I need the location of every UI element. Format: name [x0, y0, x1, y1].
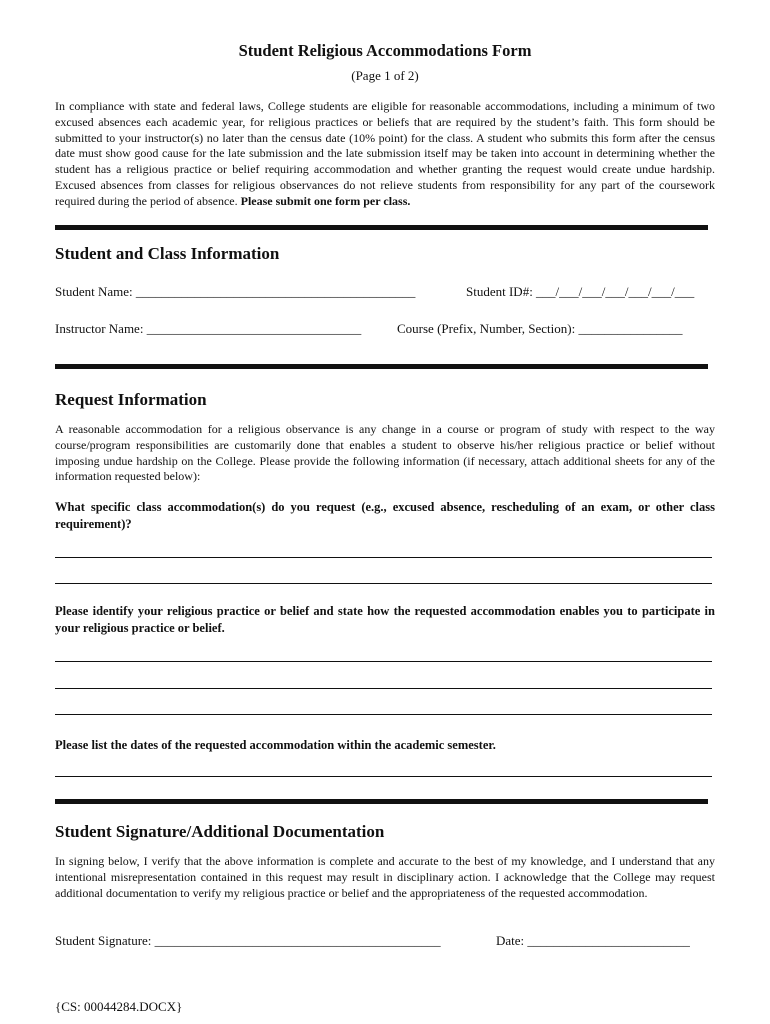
section-heading-request: Request Information [55, 390, 207, 409]
section-heading-student-class: Student and Class Information [55, 244, 280, 263]
answer-line[interactable] [55, 776, 712, 777]
answer-line[interactable] [55, 557, 712, 558]
section-divider [55, 364, 708, 369]
instructor-name-field[interactable]: Instructor Name: _________________________________ [55, 321, 362, 336]
date-field[interactable]: Date: _________________________ [496, 933, 690, 948]
signature-paragraph: In signing below, I verify that the above information is complete and accurate to the best of my knowledge, and I understand that any intentional misrepresentation contained in this request may result in disciplinary action. I acknowledge that the College may request additional documentation to verify my religious practice or belief and the appropriateness of the requested accommodation. [55, 854, 715, 900]
answer-line[interactable] [55, 661, 712, 662]
intro-text: In compliance with state and federal laws, College students are eligible for reasonable accommodations, including a minimum of two excused absences each academic year, for religious practices or beliefs that are required by the student’s faith. This form should be submitted to your instructor(s) no later than the census date (10% point) for the class. A student who submits this form after the census date must show good cause for the late submission and the late submission itself may be taken into account in determining whether the student has a religious practice or belief requiring accommodation and whether granting the request would create undue hardship. Excused absences from classes for religious observances do not relieve students from responsibility for any part of the coursework required during the period of absence. [55, 99, 715, 208]
section-heading-signature: Student Signature/Additional Documentation [55, 822, 385, 841]
question-accommodation: What specific class accommodation(s) do you request (e.g., excused absence, rescheduling of an exam, or other class requirement)? [55, 500, 715, 531]
section-divider [55, 225, 708, 230]
request-paragraph: A reasonable accommodation for a religious observance is any change in a course or program of study with respect to the way course/program responsibilities are customarily done that enables a student to observe his/her religious practice or belief without imposing undue hardship on the College. Please provide the following information (if necessary, attach additional sheets for any of the information requested below): [55, 422, 715, 484]
intro-paragraph [55, 99, 715, 210]
answer-line[interactable] [55, 583, 712, 584]
section-divider [55, 799, 708, 804]
page-indicator: (Page 1 of 2) [351, 68, 419, 83]
student-signature-field[interactable]: Student Signature: ____________________________________________ [55, 933, 441, 948]
document-code: {CS: 00044284.DOCX} [55, 999, 183, 1014]
form-title: Student Religious Accommodations Form [238, 41, 532, 60]
question-religious-practice: Please identify your religious practice or belief and state how the requested accommodation enables you to participate in your religious practice or belief. [55, 604, 715, 635]
answer-line[interactable] [55, 714, 712, 715]
course-field[interactable]: Course (Prefix, Number, Section): ________________ [397, 321, 683, 336]
student-id-field[interactable]: Student ID#: ___/___/___/___/___/___/___ [466, 284, 695, 299]
answer-line[interactable] [55, 688, 712, 689]
intro-emphasis: Please submit one form per class. [240, 193, 411, 208]
student-name-field[interactable]: Student Name: ___________________________________________ [55, 284, 416, 299]
question-dates: Please list the dates of the requested accommodation within the academic semester. [55, 738, 496, 752]
